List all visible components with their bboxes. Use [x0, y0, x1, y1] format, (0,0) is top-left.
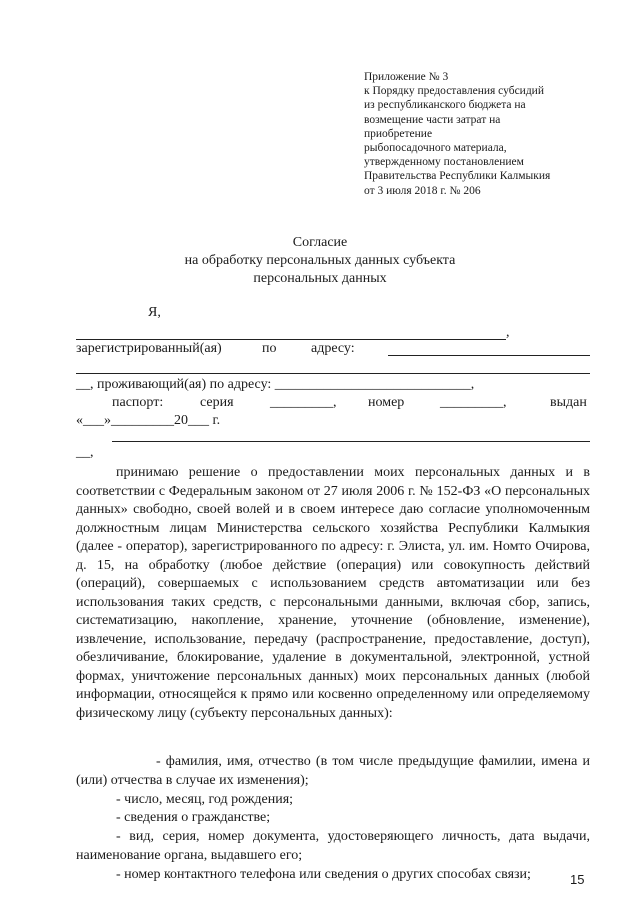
list-item: - вид, серия, номер документа, удостоверяющего личность, дата выдачи, наименование органа, выдавшего его; — [76, 829, 590, 863]
series-field: _________, — [270, 395, 337, 410]
title-line: Согласие — [292, 235, 348, 250]
appendix-line: приобретение — [364, 127, 433, 140]
issuer-field-end: __, — [76, 445, 94, 460]
title-line: персональных данных — [253, 271, 387, 286]
ya-label: Я, — [148, 305, 161, 320]
appendix-line: из республиканского бюджета на — [364, 99, 526, 112]
series-label: серия — [200, 395, 234, 410]
number-field: _________, — [440, 395, 507, 410]
data-items-list — [76, 753, 590, 885]
passport-label: паспорт: — [112, 395, 164, 410]
registered-label: зарегистрированный(ая) — [76, 341, 222, 356]
appendix-line: Приложение № 3 — [364, 71, 449, 83]
po-label: по — [262, 341, 277, 356]
appendix-line: утвержденному постановлением — [364, 156, 524, 169]
address-label: адресу: — [311, 341, 355, 356]
list-item: - номер контактного телефона или сведения о других способах связи; — [116, 866, 531, 882]
issuer-field-line — [112, 441, 590, 442]
appendix-note — [364, 70, 604, 198]
issued-label: выдан — [550, 395, 587, 410]
address-continuation-line — [76, 373, 590, 374]
registration-address-line — [388, 355, 590, 356]
title-line: на обработку персональных данных субъекта — [184, 253, 456, 268]
appendix-line: возмещение части затрат на — [364, 113, 501, 126]
appendix-line: рыбопосадочного материала, — [364, 142, 507, 155]
consent-text: принимаю решение о предоставлении моих персональных данных и в соответствии с Федеральным законом от 27 июля 2006 г. № 152-ФЗ «О персональных данных» свободно, своей волей и в своем интересе даю согласие уполномоченным должностным лицам Министерства сельского хозяйства Республики Калмыкия (далее - оператор), зарегистрированного по адресу: г. Элиста, ул. им. Номто Очирова, д. 15, на обработку (любое действие (операция) или совокупность действий (операций), совершаемых с использованием средств автоматизации или без использования таких средств, с персональными данными, включая сбор, запись, систематизацию, накопление, хранение, уточнение (обновление, изменение), извлечение, использование, передачу (распространение, предоставление, доступ), обезличивание, блокирование, удаление в документальной, электронной, устной формах, уничтожение персональных данных) моих персональных данных (любой информации, относящейся к прямо или косвенно определенному или определяемому физическому лицу (субъекту персональных данных): — [76, 465, 590, 721]
page-number: 15 — [570, 872, 585, 887]
residing-label: __, проживающий(ая) по адресу: ____________________________, — [76, 377, 475, 392]
name-field-comma: , — [506, 325, 510, 340]
list-item: - число, месяц, год рождения; — [116, 791, 294, 807]
issue-date-field: «___»_________20___ г. — [76, 413, 221, 428]
document-title — [0, 234, 640, 288]
appendix-line: Правительства Республики Калмыкия — [364, 170, 551, 183]
appendix-line: к Порядку предоставления субсидий — [364, 85, 544, 98]
list-item: - сведения о гражданстве; — [116, 810, 271, 826]
list-item: - фамилия, имя, отчество (в том числе предыдущие фамилии, имена и (или) отчества в случае их изменения); — [76, 754, 590, 788]
number-label: номер — [368, 395, 405, 410]
appendix-line: от 3 июля 2018 г. № 206 — [364, 184, 481, 197]
consent-paragraph — [76, 464, 590, 723]
